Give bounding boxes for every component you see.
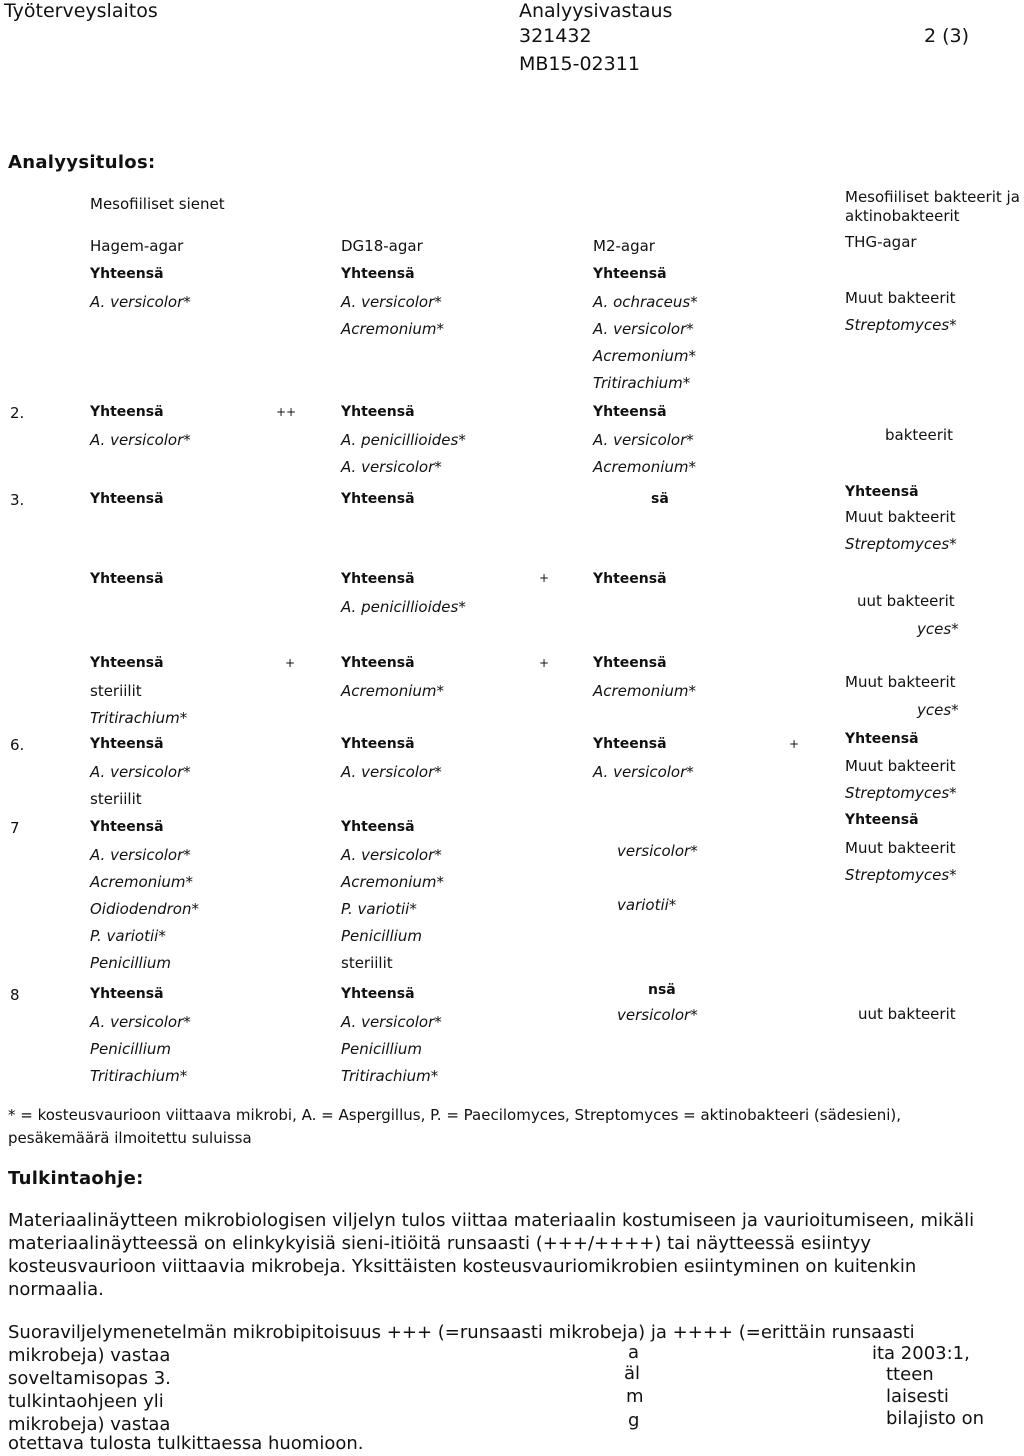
group-label-fungi: Mesofiiliset sienet [90, 195, 225, 213]
sample-id: MB15-02311 [519, 53, 640, 75]
cell-species: Tritirachium* [341, 1067, 439, 1085]
cell-species: A. versicolor* [90, 763, 191, 781]
page-number: 2 (3) [924, 25, 970, 47]
cell-total: Yhteensä [593, 736, 667, 752]
cell-total: Yhteensä [90, 491, 164, 507]
group-label-bacteria-2: aktinobakteerit [845, 207, 960, 225]
sample-number: 6. [10, 736, 25, 754]
cell-total: Yhteensä [593, 266, 667, 282]
guide-paragraph-line: mikrobeja) vastaa [8, 1345, 171, 1366]
guide-paragraph-line: kosteusvaurioon viittaavia mikrobeja. Yksittäisten kosteusvauriomikrobien esiintyminen on kuitenkin [8, 1256, 917, 1277]
cell-species: A. versicolor* [341, 1013, 442, 1031]
cell-bacteria: Muut bakteerit [845, 673, 956, 691]
cell-bacteria: Muut bakteerit [845, 289, 956, 307]
cell-bacteria: Muut bakteerit [845, 839, 956, 857]
guide-paragraph-line: otettava tulosta tulkittaessa huomioon. [8, 1433, 364, 1454]
guide-paragraph-line: soveltamisopas 3. [8, 1368, 171, 1389]
cell-species: Oidiodendron* [90, 900, 199, 918]
cell-species: steriilit [90, 790, 142, 808]
guide-fragment: ita 2003:1, [872, 1343, 970, 1364]
cell-bacteria: Muut bakteerit [845, 757, 956, 775]
cell-species: Acremonium* [341, 320, 444, 338]
guide-paragraph-line: Suoraviljelymenetelmän mikrobipitoisuus +++ (=runsaasti mikrobeja) ja ++++ (=erittäin runsaasti [8, 1322, 915, 1343]
cell-species: Tritirachium* [90, 709, 188, 727]
cell-species: Streptomyces* [845, 316, 957, 334]
guide-fragment: a [628, 1342, 640, 1363]
cell-species: A. versicolor* [593, 763, 694, 781]
cell-total: Yhteensä [341, 266, 415, 282]
cell-total: Yhteensä [90, 571, 164, 587]
cell-total: Yhteensä [90, 819, 164, 835]
cell-species: A. versicolor* [341, 458, 442, 476]
cell-species: A. versicolor* [593, 320, 694, 338]
cell-species: yces* [917, 620, 959, 638]
medium-header-hagem: Hagem-agar [90, 237, 184, 255]
cell-species: steriilit [341, 954, 393, 972]
cell-total: Yhteensä [90, 986, 164, 1002]
guide-fragment: äl [624, 1363, 641, 1384]
guide-fragment: tteen [886, 1364, 934, 1385]
guide-fragment: g [628, 1410, 640, 1431]
institute-name: Työterveyslaitos [4, 0, 158, 22]
sample-number: 8 [10, 986, 20, 1004]
cell-total: Yhteensä [341, 404, 415, 420]
cell-species: Penicillium [90, 954, 171, 972]
guide-paragraph-line: mikrobeja) vastaa [8, 1414, 171, 1435]
guide-paragraph-line: normaalia. [8, 1279, 104, 1300]
cell-bacteria: bakteerit [885, 426, 953, 444]
cell-species: Streptomyces* [845, 866, 957, 884]
cell-species: A. versicolor* [90, 846, 191, 864]
cell-species: A. penicillioides* [341, 431, 466, 449]
cell-total: Yhteensä [593, 655, 667, 671]
cell-species: Acremonium* [341, 873, 444, 891]
medium-header-thg: THG-agar [845, 233, 917, 251]
abundance-marker: + [539, 571, 550, 585]
cell-total: Yhteensä [90, 736, 164, 752]
medium-header-dg18: DG18-agar [341, 237, 423, 255]
cell-species: A. versicolor* [90, 293, 191, 311]
abundance-marker: + [285, 656, 296, 670]
cell-total: Yhteensä [845, 812, 919, 828]
cell-total: Yhteensä [90, 266, 164, 282]
cell-bacteria: uut bakteerit [857, 592, 955, 610]
cell-species: steriilit [90, 682, 142, 700]
cell-species: Streptomyces* [845, 535, 957, 553]
guide-paragraph-line: tulkintaohjeen yli [8, 1391, 164, 1412]
cell-species: P. variotii* [90, 927, 166, 945]
cell-species: Acremonium* [593, 682, 696, 700]
guide-paragraph-line: Materiaalinäytteen mikrobiologisen viljelyn tulos viittaa materiaalin kostumiseen ja vaurioitumiseen, mikäli [8, 1210, 975, 1231]
cell-species: versicolor* [617, 842, 698, 860]
guide-fragment: laisesti [886, 1386, 949, 1407]
cell-species: Penicillium [90, 1040, 171, 1058]
document-type: Analyysivastaus [519, 0, 673, 22]
cell-total: Yhteensä [845, 484, 919, 500]
guide-heading: Tulkintaohje: [8, 1168, 144, 1189]
cell-species: Acremonium* [341, 682, 444, 700]
abundance-marker: + [539, 656, 550, 670]
cell-species: variotii* [617, 896, 677, 914]
cell-total: Yhteensä [341, 491, 415, 507]
sample-number: 7 [10, 819, 20, 837]
cell-total: Yhteensä [90, 404, 164, 420]
guide-paragraph-line: materiaalinäytteessä on elinkykyisiä sieni-itiöitä runsaasti (+++/++++) tai näytteessä esiintyy [8, 1233, 872, 1254]
cell-species: A. versicolor* [341, 846, 442, 864]
cell-total: Yhteensä [341, 655, 415, 671]
abundance-marker: + [789, 737, 800, 751]
cell-total: Yhteensä [341, 819, 415, 835]
results-heading: Analyysitulos: [8, 152, 156, 173]
cell-bacteria: Muut bakteerit [845, 508, 956, 526]
cell-total: Yhteensä [593, 571, 667, 587]
cell-species: A. versicolor* [341, 293, 442, 311]
cell-bacteria: uut bakteerit [858, 1005, 956, 1023]
cell-species: Acremonium* [90, 873, 193, 891]
cell-species: A. versicolor* [341, 763, 442, 781]
cell-species: A. penicillioides* [341, 598, 466, 616]
cell-total: Yhteensä [593, 404, 667, 420]
sample-number: 3. [10, 491, 25, 509]
footnote-line-1: * = kosteusvaurioon viittaava mikrobi, A. = Aspergillus, P. = Paecilomyces, Streptomyces = aktinobakteeri (sädesieni), [8, 1106, 902, 1124]
abundance-marker: ++ [276, 405, 297, 419]
cell-species: Tritirachium* [90, 1067, 188, 1085]
cell-species: A. ochraceus* [593, 293, 698, 311]
cell-total: Yhteensä [341, 986, 415, 1002]
cell-species: yces* [917, 701, 959, 719]
cell-species: Penicillium [341, 927, 422, 945]
medium-header-m2: M2-agar [593, 237, 655, 255]
cell-species: Acremonium* [593, 347, 696, 365]
group-label-bacteria: Mesofiiliset bakteerit ja [845, 188, 1020, 206]
cell-total-fragment: sä [651, 491, 669, 507]
cell-species: A. versicolor* [90, 431, 191, 449]
cell-total: Yhteensä [341, 571, 415, 587]
cell-total: Yhteensä [845, 731, 919, 747]
footnote-line-2: pesäkemäärä ilmoitettu suluissa [8, 1129, 252, 1147]
guide-fragment: bilajisto on [886, 1408, 985, 1429]
cell-species: A. versicolor* [90, 1013, 191, 1031]
cell-species: versicolor* [617, 1006, 698, 1024]
cell-species: Penicillium [341, 1040, 422, 1058]
cell-total: Yhteensä [90, 655, 164, 671]
cell-species: Streptomyces* [845, 784, 957, 802]
cell-species: Tritirachium* [593, 374, 691, 392]
cell-species: P. variotii* [341, 900, 417, 918]
cell-total-fragment: nsä [648, 982, 676, 998]
guide-fragment: m [626, 1386, 644, 1407]
sample-number: 2. [10, 404, 25, 422]
cell-total: Yhteensä [341, 736, 415, 752]
cell-species: A. versicolor* [593, 431, 694, 449]
cell-species: Acremonium* [593, 458, 696, 476]
report-number: 321432 [519, 25, 592, 47]
